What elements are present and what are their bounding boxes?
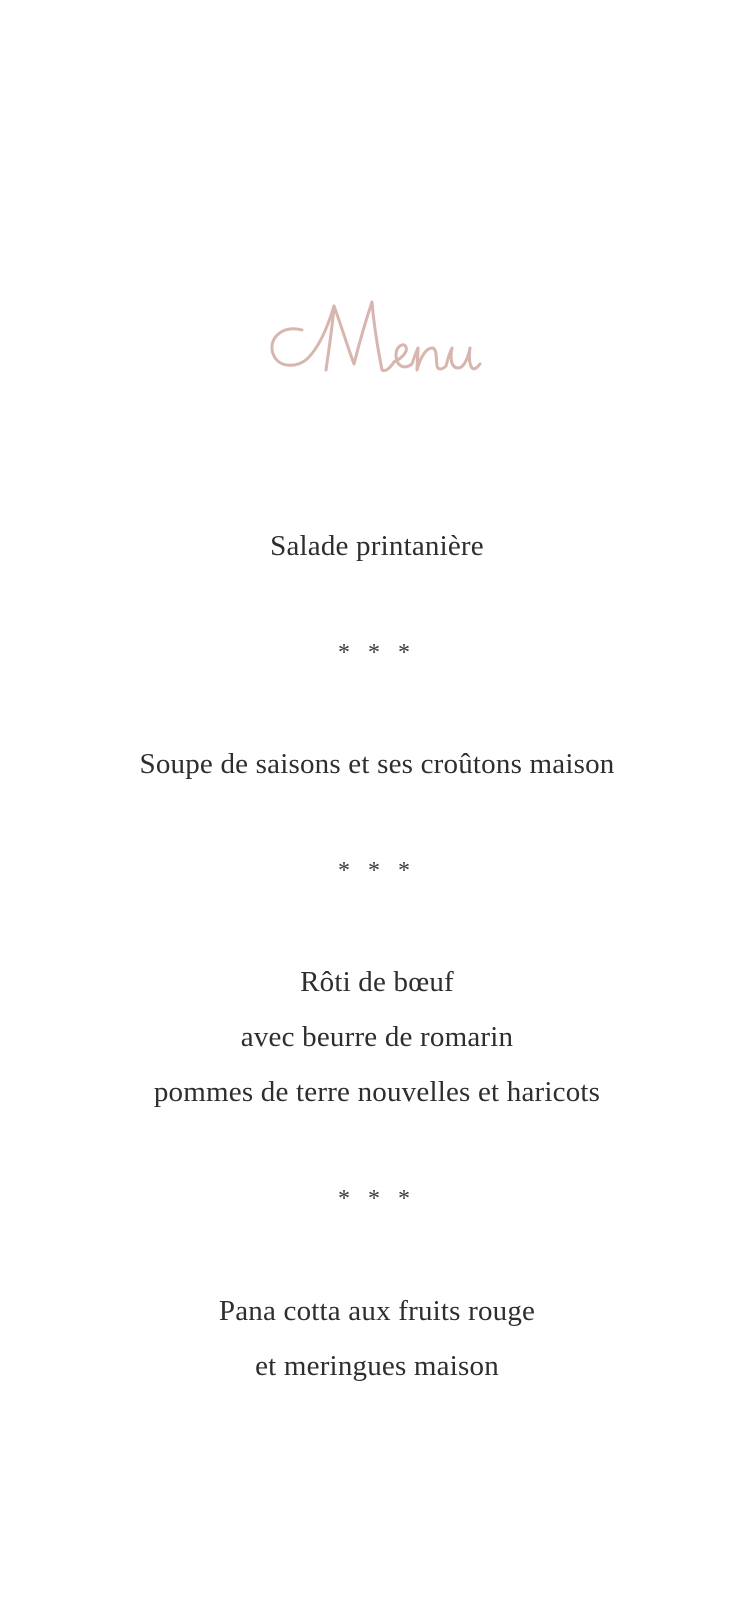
course-soup: Soupe de saisons et ses croûtons maison — [139, 748, 615, 780]
separator-2: * * * — [338, 858, 416, 884]
course-starter: Salade printanière — [270, 530, 484, 562]
separator-1: * * * — [338, 640, 416, 666]
menu-title — [0, 292, 754, 402]
course-main-line-3: pommes de terre nouvelles et haricots — [153, 1076, 601, 1108]
course-dessert-line-2: et meringues maison — [255, 1350, 499, 1382]
menu-title-script — [262, 292, 492, 392]
course-main-line-1: Rôti de bœuf — [300, 966, 454, 998]
course-main-line-2: avec beurre de romarin — [240, 1021, 514, 1053]
course-dessert-line-1: Pana cotta aux fruits rouge — [218, 1295, 536, 1327]
separator-3: * * * — [338, 1186, 416, 1212]
